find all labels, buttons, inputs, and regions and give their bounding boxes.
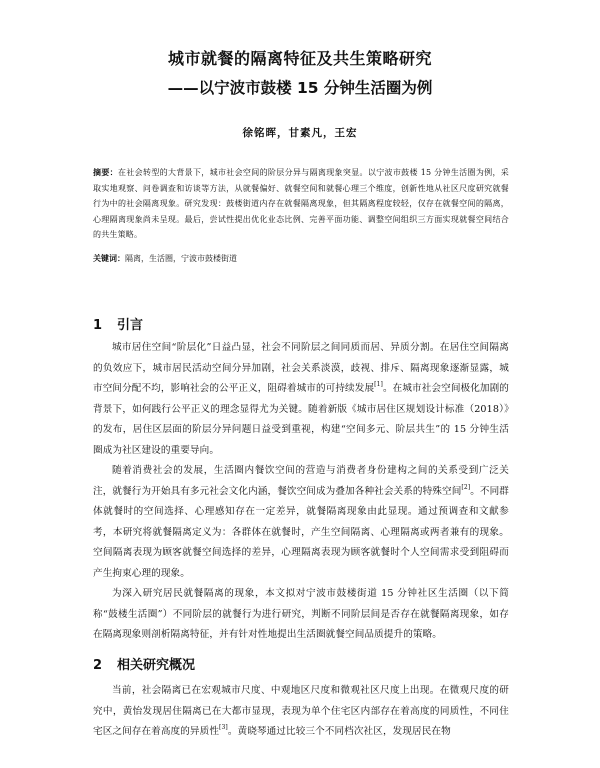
section-heading-2 bbox=[93, 654, 195, 673]
abstract-text: 在社会转型的大背景下，城市社会空间的阶层分异与隔离现象突显。以宁波市鼓楼 15 分钟生活圈为例，采取实地观察、问卷调查和访谈等方法，从就餐偏好、就餐空间和就餐心理三个维度，创新性地从社区尺度研究就餐行为中的社会隔离现象。研究发现：鼓楼街道内存在就餐隔离现象，但其隔离程度较轻，仅存在就餐空间的隔离，心理隔离现象尚未呈现。最后，尝试性提出优化业态比例、完善平面功能、调整空间组织三方面实现就餐空间结合的共生策略。 bbox=[93, 168, 510, 239]
citation: [1] bbox=[374, 381, 383, 388]
paragraph-text: 随着消费社会的发展，生活圈内餐饮空间的营造与消费者身份建构之间的关系受到广泛关注，就餐行为开始具有多元社会文化内涵，餐饮空间成为叠加各种社会关系的特殊空间 bbox=[93, 465, 509, 497]
paragraph bbox=[93, 584, 509, 646]
citation: [3] bbox=[219, 724, 228, 731]
section-title: 相关研究概况 bbox=[117, 658, 196, 673]
paper-subtitle: ——以宁波市鼓楼 15 分钟生活圈为例 bbox=[167, 79, 433, 97]
paragraph-text: 。在城市社会空间极化加剧的背景下，如何践行公平正义的理念显得尤为关键。随着新版《城市居住区规划设计标准（2018）》的发布，居住区层面的阶层分异问题日益受到重视，构建“空间多元、阶层共生”的 15 分钟生活圈成为社区建设的重要导向。 bbox=[93, 383, 509, 456]
section-number: 2 bbox=[93, 658, 103, 673]
paragraph-text: 当前，社会隔离已在宏观城市尺度、中观地区尺度和微观社区尺度上出现。在微观尺度的研究中，黄怡发现居住隔离已在大都市显现，表现为单个住宅区内部存在着高度的同质性，不同住宅区之间存在着高度的异质性 bbox=[93, 685, 509, 737]
citation: [2] bbox=[461, 483, 471, 491]
keywords-text: 隔离，生活圈，宁波市鼓楼街道 bbox=[125, 254, 237, 263]
paper-title: 城市就餐的隔离特征及共生策略研究 bbox=[167, 49, 432, 68]
paragraph bbox=[93, 681, 509, 743]
paper-authors: 徐铭晖，甘素凡，王宏 bbox=[242, 127, 358, 139]
keywords-label: 关键词： bbox=[93, 254, 125, 263]
paragraph-text: 城市居住空间“阶层化”日益凸显，社会不同阶层之间同质而居、异质分割。在居住空间隔离的负效应下，城市居民活动空间分异加剧，社会关系淡漠，歧视、排斥、隔离现象逐渐显露，城市空间分配不均，影响社会的公平正义，阻碍着城市的可持续发展 bbox=[93, 342, 509, 394]
paragraph-text: 。不同群体就餐时的空间选择、心理感知存在一定差异，就餐隔离现象由此显现。通过预调查和文献参考，本研究将就餐隔离定义为：各群体在就餐时，产生空间隔离、心理隔离或两者兼有的现象。空间隔离表现为顾客就餐空间选择的差异，心理隔离表现为顾客就餐时个人空间需求受到阻碍而产生拘束心理的现象。 bbox=[93, 485, 509, 579]
paragraph bbox=[93, 338, 509, 461]
keywords bbox=[93, 251, 509, 266]
paragraph-text: 。黄晓琴通过比较三个不同档次社区，发现居民在物 bbox=[227, 726, 451, 737]
abstract bbox=[93, 165, 509, 243]
section-number: 1 bbox=[93, 318, 103, 333]
section-title: 引言 bbox=[117, 318, 144, 333]
section-heading-1 bbox=[93, 314, 143, 333]
paragraph bbox=[93, 461, 509, 584]
abstract-label: 摘要： bbox=[93, 168, 118, 177]
paragraph-text: 为深入研究居民就餐隔离的现象，本文拟对宁波市鼓楼街道 15 分钟社区生活圈（以下简称“鼓楼生活圈”）不同阶层的就餐行为进行研究，判断不同阶层间是否存在就餐隔离现象，如存在隔离现象则剖析隔离特征，并有针对性地提出生活圈就餐空间品质提升的策略。 bbox=[93, 588, 509, 640]
